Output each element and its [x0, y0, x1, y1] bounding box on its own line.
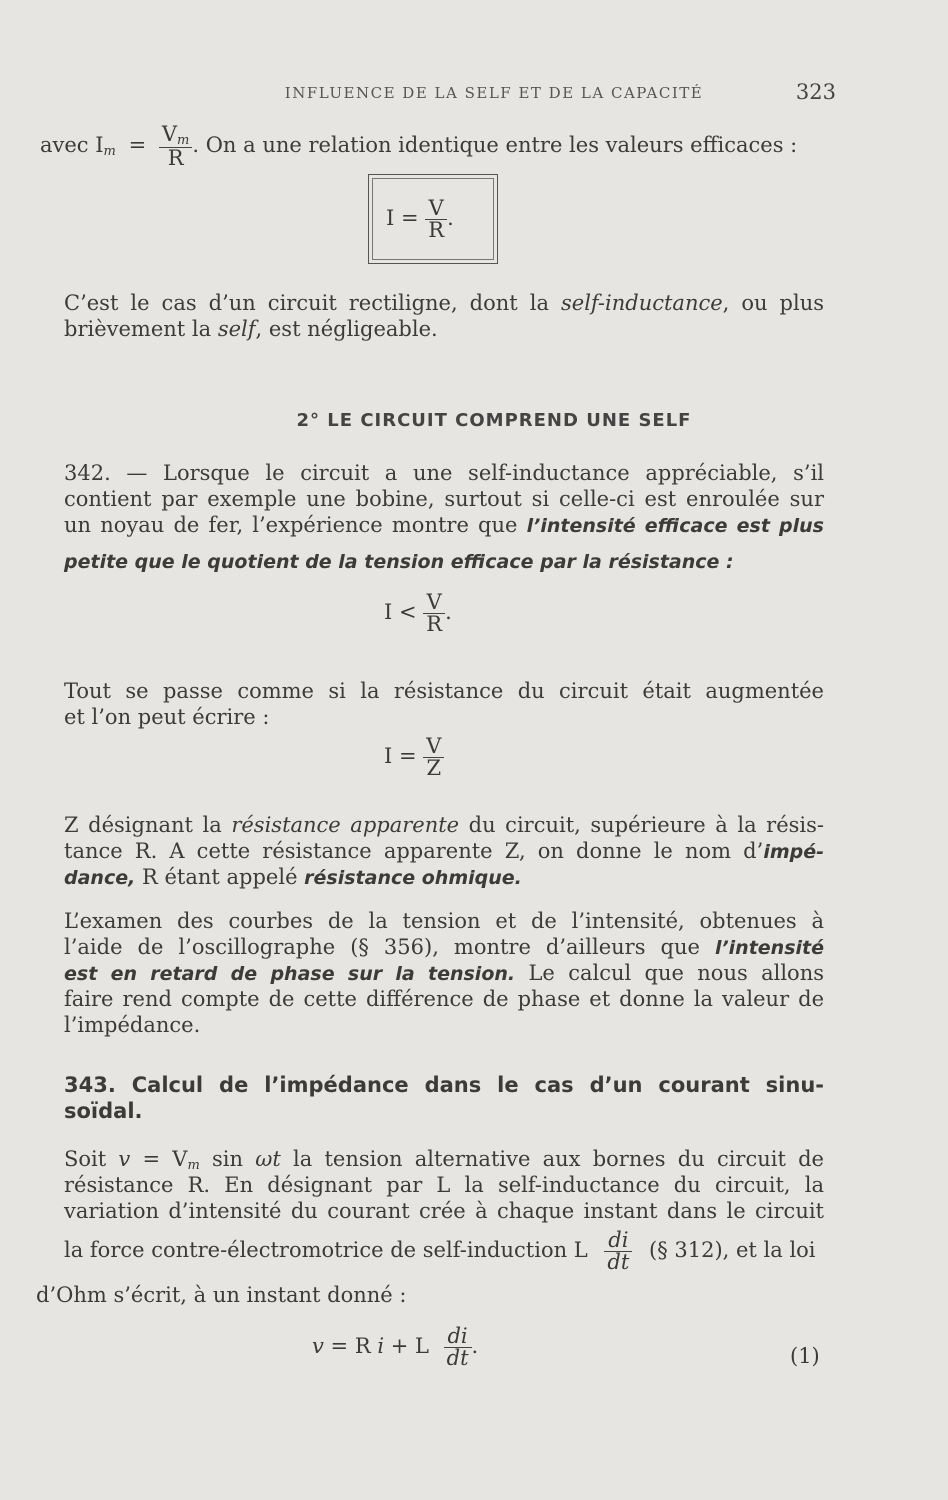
p342-line-1: 342. — Lorsque le circuit a une self-inductance appréciable, s’il — [64, 461, 824, 485]
intro-para-1-italic: self-inductance — [560, 291, 723, 315]
eq-end: . — [471, 1334, 479, 1358]
p343-l4a: la force contre-électromotrice de self-induction L — [64, 1238, 588, 1262]
running-header: INFLUENCE DE LA SELF ET DE LA CAPACITÉ — [284, 84, 704, 102]
intro-para-line-2 — [64, 316, 438, 342]
eq-fraction — [444, 1326, 472, 1369]
eq2-fraction — [423, 736, 444, 779]
p343-l1-v: v — [118, 1147, 131, 1171]
eq-num: di — [447, 1324, 468, 1348]
p342-l12b: Le calcul que nous allons — [515, 961, 824, 985]
intro-para-2-italic: self — [217, 317, 256, 341]
eq2-den: Z — [423, 757, 444, 779]
p343-line-3: variation d’intensité du courant crée à chaque instant dans le circuit — [64, 1199, 824, 1223]
boxed-formula — [386, 198, 454, 241]
section-343-heading-line-1: 343. Calcul de l’impédance dans le cas d’un courant sinu- — [64, 1073, 824, 1097]
boxed-den: R — [425, 219, 447, 241]
eq1-fraction — [423, 592, 445, 635]
p342-l8a: tance R. A cette résistance apparente Z, on donne le nom d’ — [64, 839, 764, 863]
section-343-heading-line-2: soïdal. — [64, 1099, 143, 1123]
p342-l9c: résistance ohmique. — [304, 867, 522, 889]
p342-l4: petite que le quotient de la tension efficace par la résistance : — [64, 551, 734, 573]
eq2-num: V — [426, 734, 442, 758]
eq2-lhs: I = — [384, 744, 417, 768]
p343-l1d: la tension alternative aux bornes du circuit de — [280, 1147, 824, 1171]
page-number: 323 — [795, 80, 836, 104]
intro-para-1a: C’est le cas d’un circuit rectiligne, dont la — [64, 291, 561, 315]
p342-l7b: du circuit, supérieure à la résis- — [459, 813, 824, 837]
boxed-fraction — [425, 198, 447, 241]
p343-l1-sub: m — [187, 1158, 200, 1173]
p343-l1b: = V — [130, 1147, 188, 1171]
eq-den: dt — [444, 1347, 472, 1369]
p343-l4-num: di — [608, 1228, 629, 1252]
p342-l11a: l’aide de l’oscillographe (§ 356), montre d’ailleurs que — [64, 935, 715, 959]
p343-line-4 — [64, 1230, 816, 1273]
eq1-den: R — [423, 613, 445, 635]
p342-line-5: Tout se passe comme si la résistance du circuit était augmentée — [64, 679, 824, 703]
frac-num: V — [161, 122, 178, 146]
p342-line-9 — [64, 864, 522, 891]
fraction-vm-over-r — [159, 124, 193, 169]
avec-text: avec I — [40, 133, 104, 157]
eq1-num: V — [426, 590, 442, 614]
p342-line-12 — [64, 960, 824, 987]
p342-line-2: contient par exemple une bobine, surtout si celle-ci est enroulée sur — [64, 487, 824, 511]
eq1-end: . — [445, 600, 452, 624]
frac-den: R — [159, 147, 193, 169]
section-title: 2° LE CIRCUIT COMPREND UNE SELF — [296, 410, 692, 431]
intro-para-1b: , ou plus — [722, 291, 824, 315]
eq-i: i — [377, 1334, 385, 1358]
eq-v: v — [312, 1334, 324, 1358]
p342-line-7 — [64, 812, 824, 838]
p343-line-5: d’Ohm s’écrit, à un instant donné : — [36, 1283, 407, 1307]
boxed-num: V — [428, 196, 444, 220]
intro-para-line-1 — [64, 290, 824, 316]
p342-l7a: Z désignant la — [64, 813, 232, 837]
p342-line-14: l’impédance. — [64, 1013, 201, 1037]
p343-l1c: sin — [199, 1147, 256, 1171]
p343-line-2: résistance R. En désignant par L la self-inductance du circuit, la — [64, 1173, 824, 1197]
p342-line-13: faire rend compte de cette différence de phase et donne la valeur de — [64, 987, 824, 1011]
p342-line-3 — [64, 512, 824, 539]
p342-line-11 — [64, 934, 824, 961]
equation-label: (1) — [790, 1344, 820, 1368]
p342-l9b: R étant appelé — [135, 865, 305, 889]
equation-1 — [312, 1326, 478, 1369]
p343-l4-den: dt — [604, 1251, 632, 1273]
p342-line-4 — [64, 548, 734, 575]
p342-l12a: est en retard de phase sur la tension. — [64, 963, 516, 985]
p342-l8b: impé- — [763, 841, 824, 863]
p342-l7-italic: résistance apparente — [231, 813, 460, 837]
intro-para-2a: brièvement la — [64, 317, 218, 341]
eq-plus: + L — [384, 1334, 429, 1358]
p343-l4-fraction — [604, 1230, 632, 1273]
frac-num-sub: m — [177, 133, 190, 148]
boxed-lhs: I = — [386, 206, 419, 230]
p342-line-10: L’examen des courbes de la tension et de l’intensité, obtenues à — [64, 909, 824, 933]
p343-l1a: Soit — [64, 1147, 119, 1171]
avec-sub: m — [103, 144, 116, 159]
intro-para-2b: , est négligeable. — [255, 317, 438, 341]
p342-l3a: un noyau de fer, l’expérience montre que — [64, 513, 527, 537]
eq-mid: = R — [323, 1334, 378, 1358]
eq1-lhs: I < — [384, 600, 417, 624]
boxed-end: . — [447, 206, 454, 230]
p342-l9a: dance, — [64, 867, 136, 889]
p342-line-6: et l’on peut écrire : — [64, 705, 270, 729]
p343-l4b: (§ 312), et la loi — [649, 1238, 816, 1262]
p343-l1-wt: ωt — [255, 1147, 281, 1171]
intro-line-1: avec $I_m$ = $\frac{V_m}{R}$ . On a une relation identique entre les valeurs efficaces : — [40, 122, 798, 170]
p342-l3b: l’intensité efficace est plus — [526, 515, 824, 537]
intro-line-1-rest: . On a une relation identique entre les valeurs efficaces : — [192, 133, 798, 157]
equation-i-equals-v-over-z — [384, 736, 444, 779]
equation-i-less — [384, 592, 452, 635]
p342-line-8 — [64, 838, 824, 865]
p342-l11b: l’intensité — [714, 937, 824, 959]
